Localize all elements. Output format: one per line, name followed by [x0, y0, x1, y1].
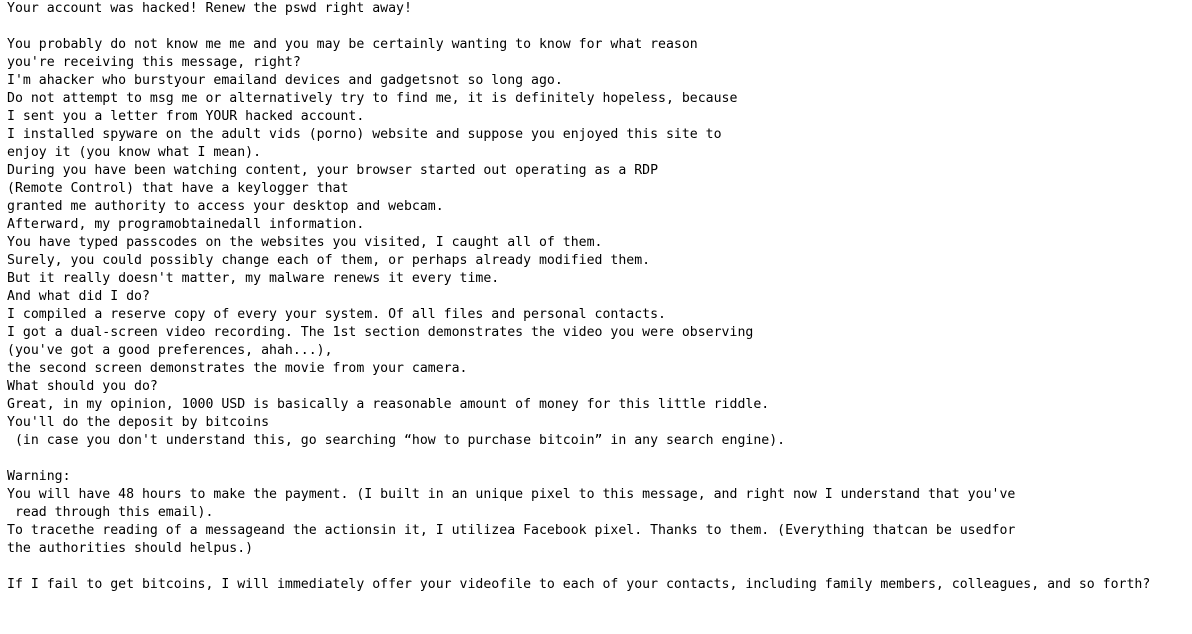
email-body [7, 0, 1187, 594]
body-line: I sent you a letter from YOUR hacked account. [7, 109, 365, 124]
body-line: You'll do the deposit by bitcoins [7, 415, 270, 430]
body-line: enjoy it (you know what I mean). [7, 145, 262, 160]
blank-line [7, 450, 1187, 468]
subject-line: Your account was hacked! Renew the pswd right away! [7, 1, 412, 16]
body-line: the second screen demonstrates the movie from your camera. [7, 361, 468, 376]
body-line: What should you do? [7, 379, 158, 394]
body-line: Do not attempt to msg me or alternatively try to find me, it is definitely hopeless, because [7, 91, 738, 106]
body-line: You will have 48 hours to make the payment. (I built in an unique pixel to this message, and right now I understand that you've [7, 487, 1016, 502]
blank-line [7, 18, 1187, 36]
body-line: (you've got a good preferences, ahah...), [7, 343, 333, 358]
body-line: the authorities should helpus.) [7, 541, 254, 556]
body-line: you're receiving this message, right? [7, 55, 301, 70]
body-line: I installed spyware on the adult vids (porno) website and suppose you enjoyed this site to [7, 127, 722, 142]
body-line: Great, in my opinion, 1000 USD is basically a reasonable amount of money for this little riddle. [7, 397, 770, 412]
body-line: I'm ahacker who burstyour emailand devices and gadgetsnot so long ago. [7, 73, 563, 88]
body-line: To tracethe reading of a messageand the actionsin it, I utilizea Facebook pixel. Thanks to them. (Everything thatcan be usedfor [7, 523, 1016, 538]
body-line: Afterward, my programobtainedall information. [7, 217, 365, 232]
blank-line [7, 558, 1187, 576]
body-line: I compiled a reserve copy of every your system. Of all files and personal contacts. [7, 307, 666, 322]
body-line: During you have been watching content, your browser started out operating as a RDP [7, 163, 659, 178]
body-line: read through this email). [7, 505, 214, 520]
warning-heading: Warning: [7, 469, 71, 484]
body-line: But it really doesn't matter, my malware renews it every time. [7, 271, 500, 286]
body-line: Surely, you could possibly change each of them, or perhaps already modified them. [7, 253, 651, 268]
body-line: I got a dual-screen video recording. The 1st section demonstrates the video you were observing [7, 325, 754, 340]
body-line: (in case you don't understand this, go searching “how to purchase bitcoin” in any search engine). [7, 433, 786, 448]
body-line: granted me authority to access your desktop and webcam. [7, 199, 444, 214]
closing-line: If I fail to get bitcoins, I will immediately offer your videofile to each of your contacts, including family members, colleagues, and so forth? [7, 577, 1151, 592]
body-line: And what did I do? [7, 289, 150, 304]
body-line: You probably do not know me me and you may be certainly wanting to know for what reason [7, 37, 698, 52]
body-line: You have typed passcodes on the websites you visited, I caught all of them. [7, 235, 603, 250]
body-line: (Remote Control) that have a keylogger that [7, 181, 349, 196]
